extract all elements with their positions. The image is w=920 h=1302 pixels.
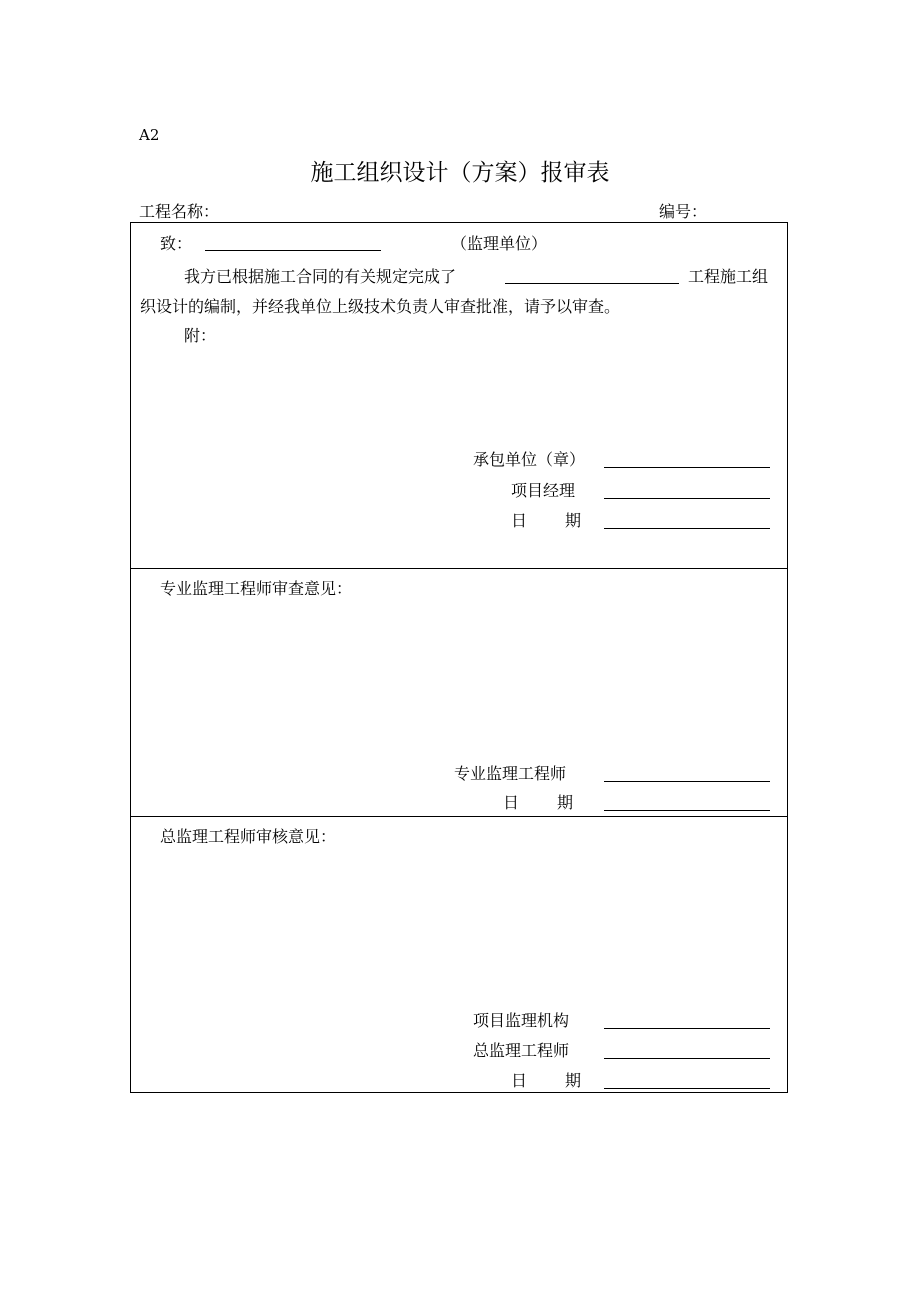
- engineer-opinion-heading: 专业监理工程师审查意见：: [160, 579, 353, 598]
- body-text-line2: 织设计的编制，并经我单位上级技术负责人审查批准，请予以审查。: [140, 297, 621, 316]
- chief-opinion-heading: 总监理工程师审核意见：: [160, 827, 337, 846]
- date-label: 日期: [511, 1071, 620, 1090]
- supervision-org-label: 项目监理机构: [473, 1011, 570, 1030]
- body-text-line1-end: 工程施工组: [688, 267, 769, 286]
- contractor-seal-field[interactable]: [604, 467, 770, 468]
- body-text-line1: 我方已根据施工合同的有关规定完成了: [184, 267, 457, 286]
- supervision-org-field[interactable]: [604, 1028, 770, 1029]
- section-divider: [131, 568, 787, 569]
- date-field[interactable]: [604, 528, 770, 529]
- date-field[interactable]: [604, 810, 770, 811]
- chief-engineer-field[interactable]: [604, 1058, 770, 1059]
- date-label: 日期: [503, 793, 612, 812]
- to-label: 致：: [160, 234, 193, 253]
- project-manager-field[interactable]: [604, 498, 770, 499]
- attachment-label: 附：: [184, 326, 217, 345]
- number-label: 编号：: [659, 202, 708, 221]
- engineer-label: 专业监理工程师: [454, 764, 567, 783]
- engineer-signature-field[interactable]: [604, 781, 770, 782]
- review-form: [130, 222, 788, 1093]
- page-title: 施工组织设计（方案）报审表: [310, 160, 610, 186]
- date-field[interactable]: [604, 1088, 770, 1089]
- project-manager-label: 项目经理: [511, 481, 576, 500]
- contractor-label: 承包单位（章）: [473, 450, 586, 469]
- form-code: A2: [139, 126, 160, 144]
- section-divider: [131, 816, 787, 817]
- supervisor-unit-field[interactable]: [205, 250, 381, 251]
- date-label: 日期: [511, 511, 620, 530]
- project-name-field[interactable]: [505, 283, 679, 284]
- project-name-label: 工程名称：: [139, 202, 220, 221]
- chief-engineer-label: 总监理工程师: [473, 1041, 570, 1060]
- supervisor-unit-label: （监理单位）: [451, 234, 548, 253]
